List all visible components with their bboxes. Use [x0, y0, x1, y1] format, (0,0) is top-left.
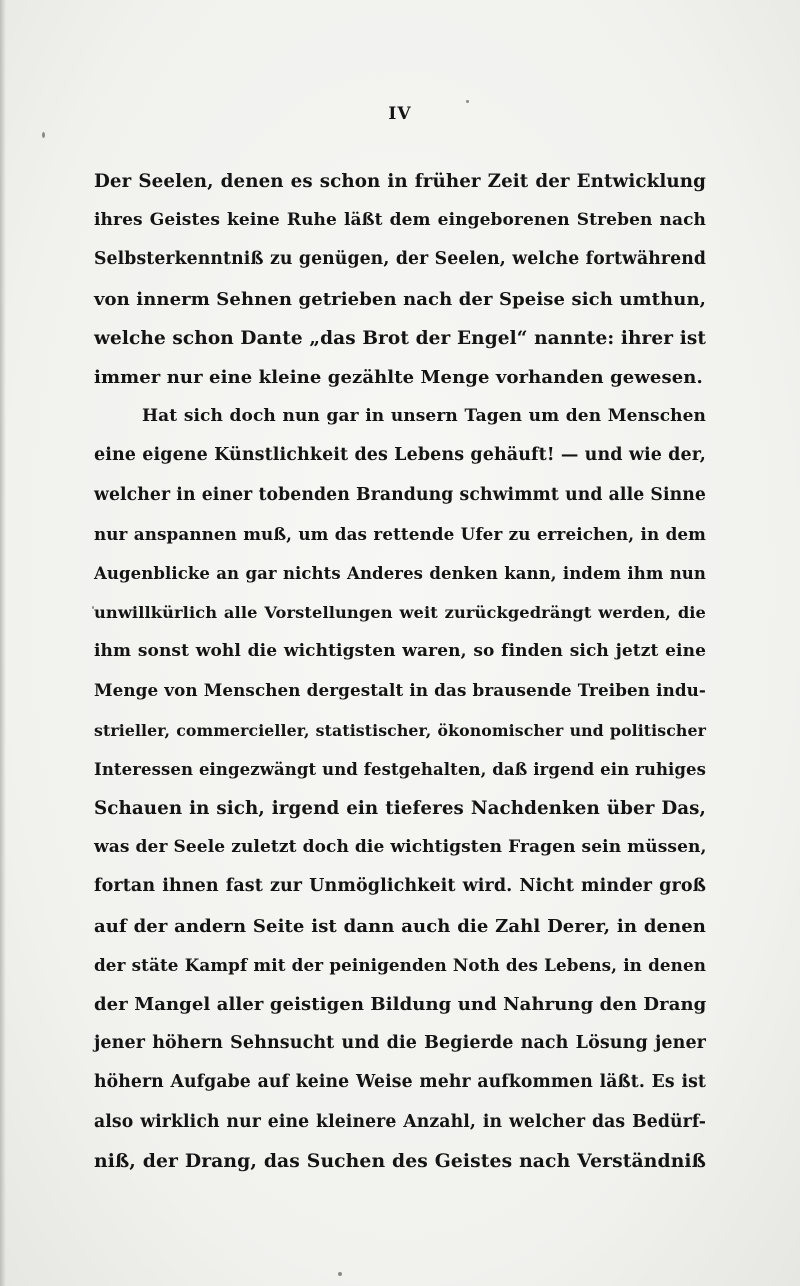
- text-line: immer nur eine kleine gezählte Menge vorhanden gewesen.: [94, 366, 703, 388]
- page-number: IV: [388, 104, 412, 124]
- paper-speck: [338, 1272, 342, 1276]
- body-text: [94, 162, 706, 1181]
- text-line: Der Seelen, denen es schon in früher Zeit der Entwicklung: [94, 171, 706, 192]
- text-line: was der Seele zuletzt doch die wichtigsten Fragen sein müssen,: [94, 837, 707, 858]
- text-line: unwillkürlich alle Vorstellungen weit zurückgedrängt werden, die: [94, 603, 706, 623]
- text-line: jener höhern Sehnsucht und die Begierde nach Lösung jener: [94, 1033, 706, 1054]
- text-line: Schauen in sich, irgend ein tieferes Nachdenken über Das,: [94, 798, 706, 819]
- text-line: ihm sonst wohl die wichtigsten waren, so finden sich jetzt eine: [94, 641, 706, 662]
- text-line: der Mangel aller geistigen Bildung und Nahrung den Drang: [94, 993, 707, 1015]
- paper-speck: [92, 606, 94, 609]
- text-line: der stäte Kampf mit der peinigenden Noth des Lebens, in denen: [94, 954, 706, 975]
- text-line: von innerm Sehnen getrieben nach der Speise sich umthun,: [94, 288, 706, 310]
- text-line: eine eigene Künstlichkeit des Lebens gehäuft! — und wie der,: [94, 445, 706, 466]
- text-line: höhern Aufgabe auf keine Weise mehr aufkommen läßt. Es ist: [94, 1072, 706, 1093]
- text-line: ihres Geistes keine Ruhe läßt dem eingeborenen Streben nach: [94, 210, 706, 231]
- text-line: Interessen eingezwängt und festgehalten, daß irgend ein ruhiges: [94, 759, 707, 779]
- text-line: niß, der Drang, das Suchen des Geistes nach Verständniß: [94, 1149, 706, 1172]
- text-line: auf der andern Seite ist dann auch die Zahl Derer, in denen: [94, 915, 706, 937]
- text-line: strieller, commercieller, statistischer, ökonomischer und politischer: [94, 720, 706, 740]
- text-line: welcher in einer tobenden Brandung schwimmt und alle Sinne: [94, 484, 706, 505]
- page-gutter-shadow: [0, 0, 6, 1286]
- text-line: Menge von Menschen dergestalt in das brausende Treiben indu-: [94, 680, 706, 701]
- text-line: Augenblicke an gar nichts Anderes denken kann, indem ihm nun: [94, 563, 706, 583]
- text-line: also wirklich nur eine kleinere Anzahl, in welcher das Bedürf-: [94, 1111, 706, 1132]
- text-line: fortan ihnen fast zur Unmöglichkeit wird. Nicht minder groß: [94, 876, 706, 897]
- text-line: welche schon Dante „das Brot der Engel“ nannte: ihrer ist: [94, 327, 706, 349]
- paper-speck: [42, 132, 45, 138]
- paper-speck: [466, 100, 469, 103]
- text-line: Hat sich doch nun gar in unsern Tagen um den Menschen: [142, 406, 706, 427]
- text-line: Selbsterkenntniß zu genügen, der Seelen, welche fortwährend: [94, 249, 706, 270]
- text-line: nur anspannen muß, um das rettende Ufer zu erreichen, in dem: [94, 523, 706, 544]
